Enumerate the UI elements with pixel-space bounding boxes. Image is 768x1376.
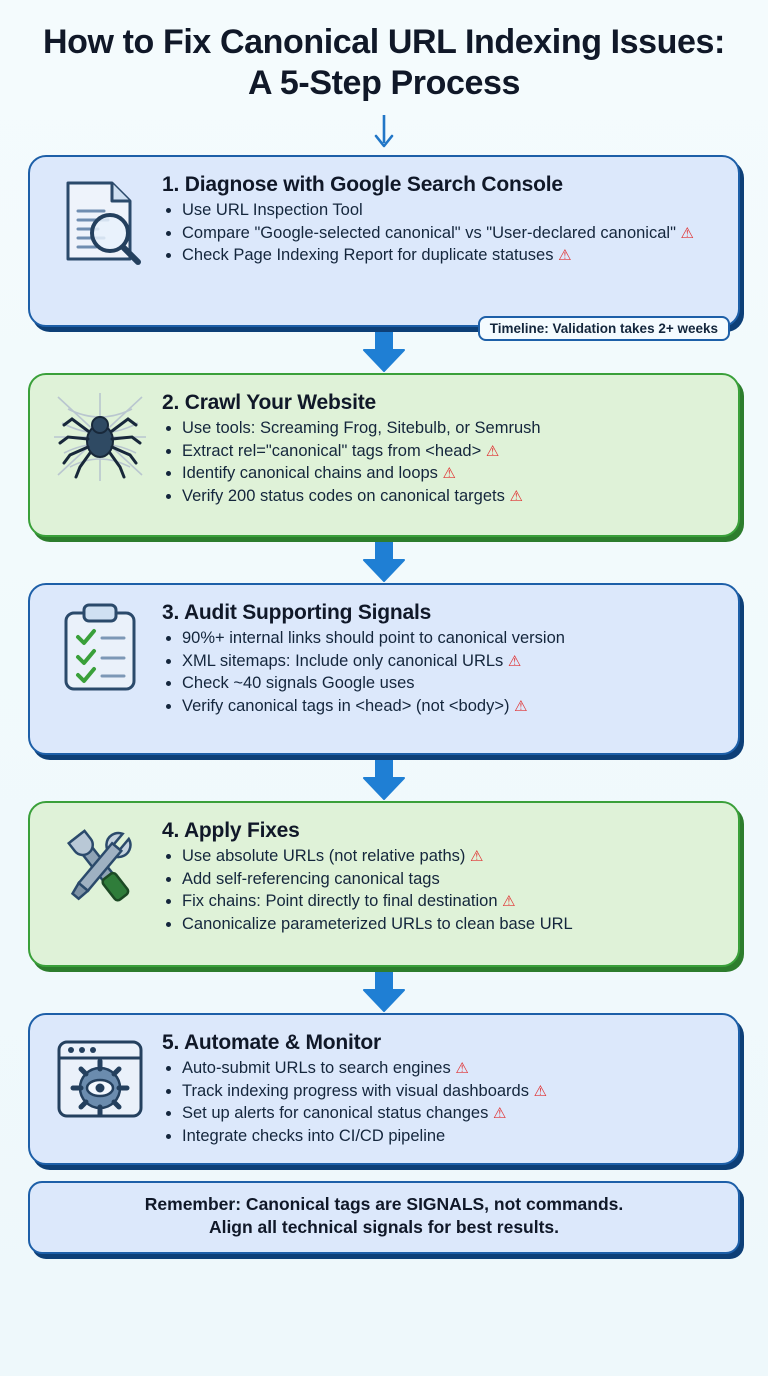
step-2-bullets bbox=[162, 418, 722, 508]
list-item: • 90%+ internal links should point to canonical version bbox=[182, 628, 722, 650]
warning-icon: ⚠ bbox=[455, 1059, 469, 1077]
list-item: • Auto-submit URLs to search engines ⚠ bbox=[182, 1058, 722, 1080]
warning-icon: ⚠ bbox=[469, 847, 484, 865]
step-5-title: 5. Automate & Monitor bbox=[162, 1030, 382, 1054]
browser-gear-eye-icon bbox=[46, 1027, 154, 1131]
list-item: • Set up alerts for canonical status changes ⚠ bbox=[182, 1103, 722, 1125]
list-item: • Add self-referencing canonical tags bbox=[182, 869, 722, 891]
list-item: • Extract rel="canonical" tags from <head> ⚠ bbox=[182, 441, 722, 463]
list-item: • Integrate checks into CI/CD pipeline bbox=[182, 1126, 722, 1148]
warning-icon: ⚠ bbox=[492, 1105, 507, 1123]
tools-wrench-screwdriver-icon bbox=[46, 815, 154, 919]
list-item: • Check ~40 signals Google uses bbox=[182, 673, 722, 695]
step-1-bullets bbox=[162, 200, 722, 267]
list-item: • Track indexing progress with visual dashboards ⚠ bbox=[182, 1081, 722, 1103]
warning-icon: ⚠ bbox=[442, 465, 456, 483]
step-3-content bbox=[162, 597, 722, 719]
remember-rest: Canonical tags are SIGNALS, not commands. bbox=[241, 1194, 624, 1214]
connector-arrow-2-3 bbox=[28, 537, 740, 583]
step-4-bullets bbox=[162, 846, 722, 936]
document-magnifier-icon bbox=[46, 169, 154, 273]
list-item: • Verify 200 status codes on canonical targets ⚠ bbox=[182, 486, 722, 508]
list-item: • Use URL Inspection Tool bbox=[182, 200, 722, 222]
step-5-bullets bbox=[162, 1058, 722, 1148]
step-5-content bbox=[162, 1027, 722, 1149]
step-2-title: 2. Crawl Your Website bbox=[162, 390, 377, 414]
step-1-content bbox=[162, 169, 722, 268]
connector-arrow-3-4 bbox=[28, 755, 740, 801]
timeline-badge: Timeline: Validation takes 2+ weeks bbox=[478, 316, 730, 341]
list-item: • Compare "Google-selected canonical" vs "User-declared canonical" ⚠ bbox=[182, 223, 722, 245]
remember-line-2: Align all technical signals for best results. bbox=[208, 1217, 560, 1238]
list-item: • Use absolute URLs (not relative paths) ⚠ bbox=[182, 846, 722, 868]
connector-arrow-4-5 bbox=[28, 967, 740, 1013]
step-4-content bbox=[162, 815, 722, 937]
warning-icon: ⚠ bbox=[485, 442, 500, 460]
warning-icon: ⚠ bbox=[558, 247, 572, 265]
top-arrow-icon bbox=[28, 113, 740, 153]
page-title: How to Fix Canonical URL Indexing Issues: A 5-Step Process bbox=[43, 23, 725, 103]
list-item: • Identify canonical chains and loops ⚠ bbox=[182, 463, 722, 485]
warning-icon: ⚠ bbox=[680, 224, 694, 242]
step-4-title: 4. Apply Fixes bbox=[162, 818, 300, 842]
step-card-2[interactable] bbox=[28, 373, 740, 537]
warning-icon: ⚠ bbox=[502, 893, 516, 911]
warning-icon: ⚠ bbox=[514, 698, 528, 716]
spider-web-icon bbox=[46, 387, 154, 491]
step-card-1[interactable] bbox=[28, 155, 740, 336]
warning-icon: ⚠ bbox=[507, 652, 522, 670]
remember-line-1 bbox=[44, 1193, 724, 1216]
step-card-5[interactable] bbox=[28, 1013, 740, 1165]
step-3-bullets bbox=[162, 628, 722, 718]
step-1-title: 1. Diagnose with Google Search Console bbox=[162, 172, 563, 196]
clipboard-checklist-icon bbox=[46, 597, 154, 701]
list-item: • XML sitemaps: Include only canonical URLs ⚠ bbox=[182, 651, 722, 673]
list-item: • Fix chains: Point directly to final destination ⚠ bbox=[182, 891, 722, 913]
warning-icon: ⚠ bbox=[509, 488, 523, 506]
remember-lead: Remember: bbox=[144, 1194, 242, 1214]
list-item: • Check Page Indexing Report for duplicate statuses ⚠ bbox=[182, 245, 722, 267]
list-item: • Canonicalize parameterized URLs to clean base URL bbox=[182, 914, 722, 936]
step-2-content bbox=[162, 387, 722, 509]
step-card-3[interactable] bbox=[28, 583, 740, 755]
list-item: • Use tools: Screaming Frog, Sitebulb, or Semrush bbox=[182, 418, 722, 440]
steps-container bbox=[28, 155, 740, 1165]
remember-callout bbox=[28, 1181, 740, 1254]
step-3-title: 3. Audit Supporting Signals bbox=[162, 600, 432, 624]
list-item: • Verify canonical tags in <head> (not <body>) ⚠ bbox=[182, 696, 722, 718]
warning-icon: ⚠ bbox=[533, 1082, 548, 1100]
step-card-4[interactable] bbox=[28, 801, 740, 967]
